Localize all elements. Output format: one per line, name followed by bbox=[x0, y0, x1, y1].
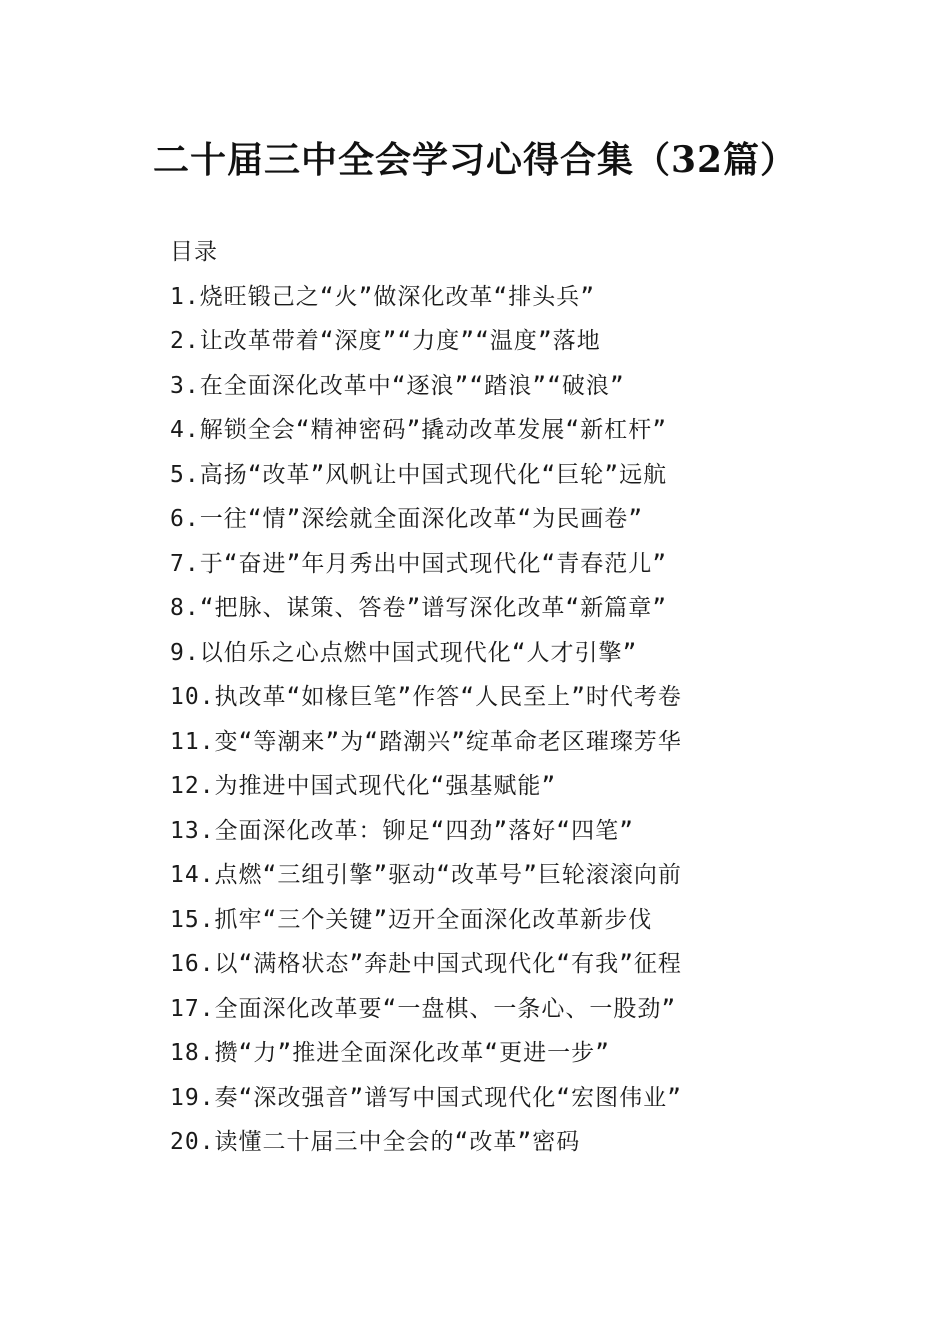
toc-item: 6.一往“情”深绘就全面深化改革“为民画卷” bbox=[170, 506, 644, 532]
toc-item: 13.全面深化改革：铆足“四劲”落好“四笔” bbox=[170, 817, 634, 844]
table-of-contents bbox=[170, 230, 810, 1165]
toc-item: 10.执改革“如椽巨笔”作答“人民至上”时代考卷 bbox=[170, 684, 682, 710]
toc-item: 12.为推进中国式现代化“强基赋能” bbox=[170, 773, 557, 799]
toc-heading: 目录 bbox=[170, 239, 218, 265]
toc-item: 4.解锁全会“精神密码”撬动改革发展“新杠杆” bbox=[170, 417, 668, 443]
toc-item: 2.让改革带着“深度”“力度”“温度”落地 bbox=[170, 328, 601, 354]
toc-item: 9.以伯乐之心点燃中国式现代化“人才引擎” bbox=[170, 639, 638, 666]
toc-item: 1.烧旺锻己之“火”做深化改革“排头兵” bbox=[170, 283, 596, 310]
toc-item: 18.攒“力”推进全面深化改革“更进一步” bbox=[170, 1040, 610, 1066]
toc-item: 8.“把脉、谋策、答卷”谱写深化改革“新篇章” bbox=[170, 595, 668, 621]
toc-item: 5.高扬“改革”风帆让中国式现代化“巨轮”远航 bbox=[170, 461, 668, 488]
toc-item: 19.奏“深改强音”谱写中国式现代化“宏图伟业” bbox=[170, 1084, 682, 1111]
toc-item: 20.读懂二十届三中全会的“改革”密码 bbox=[170, 1129, 581, 1155]
toc-item: 17.全面深化改革要“一盘棋、一条心、一股劲” bbox=[170, 995, 677, 1022]
toc-item: 7.于“奋进”年月秀出中国式现代化“青春范儿” bbox=[170, 550, 668, 577]
toc-item: 16.以“满格状态”奔赴中国式现代化“有我”征程 bbox=[170, 951, 682, 977]
toc-list bbox=[170, 275, 810, 1165]
toc-item: 14.点燃“三组引擎”驱动“改革号”巨轮滚滚向前 bbox=[170, 862, 682, 888]
toc-item: 11.变“等潮来”为“踏潮兴”绽革命老区璀璨芳华 bbox=[170, 728, 682, 755]
document-title: 二十届三中全会学习心得合集（32篇） bbox=[152, 139, 798, 181]
toc-item: 15.抓牢“三个关键”迈开全面深化改革新步伐 bbox=[170, 906, 653, 933]
toc-item: 3.在全面深化改革中“逐浪”“踏浪”“破浪” bbox=[170, 372, 625, 399]
